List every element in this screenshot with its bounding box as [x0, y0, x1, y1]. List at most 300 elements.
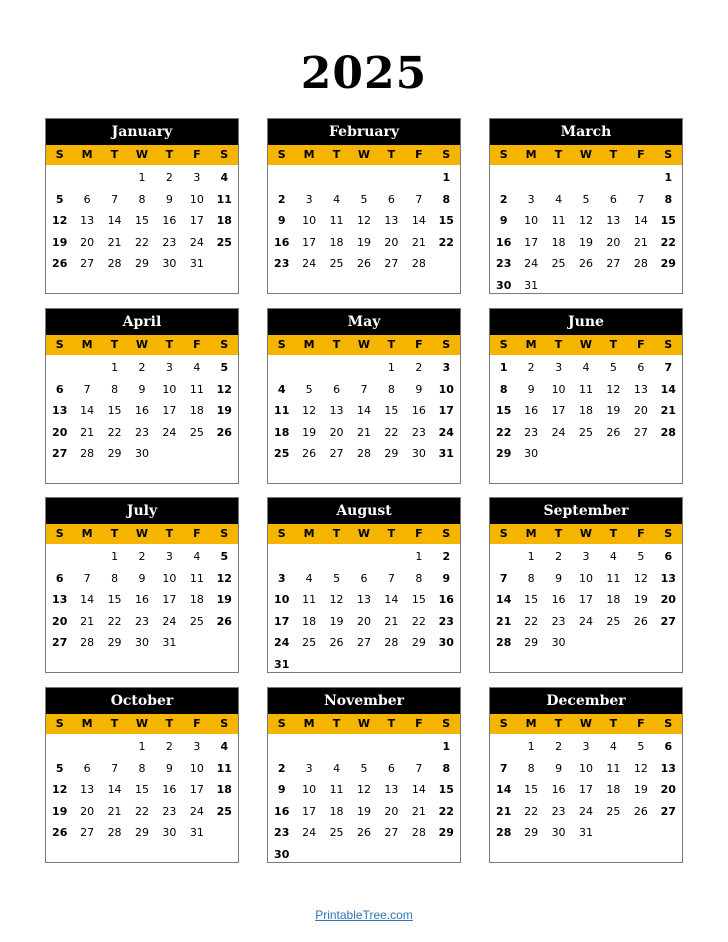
- day-cell: 15: [438, 783, 454, 796]
- day-cell: 23: [134, 425, 149, 439]
- day-cell: 18: [606, 783, 621, 796]
- day-cell: 14: [80, 404, 95, 417]
- weekday-label: F: [637, 148, 645, 161]
- day-cell: 22: [438, 804, 454, 818]
- day-cell: 30: [134, 447, 149, 460]
- empty-cell: [73, 736, 100, 758]
- day-cell: 25: [606, 804, 621, 818]
- day-cell: 4: [220, 740, 229, 753]
- day-cell: 14: [633, 214, 648, 227]
- day-cell: 10: [274, 593, 290, 606]
- day-cell: 22: [438, 235, 454, 249]
- day-grid: [46, 544, 238, 654]
- weekday-label: T: [110, 527, 119, 540]
- day-cell: 30: [274, 847, 290, 861]
- day-cell: 24: [578, 614, 593, 628]
- day-cell: 24: [551, 425, 566, 439]
- day-cell: 9: [277, 783, 286, 796]
- empty-cell: [405, 167, 432, 189]
- weekday-label: S: [220, 527, 229, 540]
- day-cell: 1: [527, 740, 535, 753]
- day-cell: 7: [664, 361, 673, 374]
- day-cell: 10: [578, 571, 593, 585]
- day-cell: 10: [302, 214, 317, 227]
- month-february: [267, 118, 461, 294]
- day-cell: 2: [138, 361, 146, 374]
- empty-cell: [600, 167, 627, 189]
- day-cell: 22: [524, 614, 539, 628]
- day-cell: 18: [578, 404, 593, 417]
- day-cell: 14: [411, 214, 426, 227]
- empty-cell: [378, 167, 405, 189]
- weekday-label: T: [332, 527, 341, 540]
- day-cell: 24: [302, 257, 317, 270]
- day-cell: 27: [633, 425, 648, 439]
- day-cell: 22: [384, 425, 399, 439]
- day-grid: [268, 544, 460, 675]
- day-cell: 11: [216, 761, 232, 775]
- day-cell: 22: [524, 804, 539, 818]
- day-cell: 6: [83, 761, 91, 775]
- day-cell: 13: [356, 593, 371, 606]
- weekday-label: T: [110, 338, 119, 351]
- weekday-label: T: [332, 717, 341, 730]
- day-cell: 2: [442, 550, 451, 563]
- day-cell: 7: [83, 382, 91, 396]
- day-cell: 28: [496, 636, 512, 649]
- empty-cell: [350, 167, 377, 189]
- day-cell: 28: [107, 257, 122, 270]
- day-cell: 25: [216, 804, 232, 818]
- day-cell: 17: [578, 783, 593, 796]
- day-cell: 30: [162, 257, 177, 270]
- day-cell: 27: [80, 257, 95, 270]
- day-cell: 23: [162, 235, 177, 249]
- day-cell: 14: [411, 783, 426, 796]
- weekday-label: F: [637, 717, 645, 730]
- day-cell: 10: [438, 382, 454, 396]
- day-cell: 14: [80, 593, 95, 606]
- weekday-label: W: [579, 527, 593, 540]
- day-cell: 16: [496, 235, 512, 249]
- day-grid: [268, 734, 460, 865]
- day-cell: 14: [356, 404, 371, 417]
- day-cell: 21: [633, 235, 648, 249]
- weekday-label: M: [303, 527, 315, 540]
- weekday-label: W: [135, 527, 149, 540]
- day-cell: 18: [329, 235, 344, 249]
- day-cell: 21: [660, 404, 676, 417]
- weekday-label: T: [165, 527, 174, 540]
- day-cell: 24: [162, 425, 177, 439]
- day-cell: 19: [606, 404, 621, 417]
- day-cell: 26: [302, 447, 317, 460]
- day-cell: 27: [606, 257, 621, 270]
- weekday-header: [490, 145, 682, 165]
- day-cell: 1: [415, 550, 423, 563]
- day-cell: 19: [356, 235, 371, 249]
- year-title: 2025: [300, 48, 428, 99]
- day-cell: 1: [442, 740, 451, 753]
- day-cell: 14: [384, 593, 399, 606]
- day-cell: 3: [582, 550, 590, 563]
- day-cell: 12: [633, 571, 648, 585]
- day-cell: 12: [329, 593, 344, 606]
- day-cell: 21: [496, 804, 512, 818]
- day-cell: 12: [216, 382, 232, 396]
- day-cell: 11: [551, 214, 566, 227]
- day-cell: 24: [162, 614, 177, 628]
- day-cell: 23: [134, 614, 149, 628]
- day-cell: 16: [134, 404, 149, 417]
- weekday-label: F: [193, 338, 201, 351]
- day-cell: 23: [551, 614, 566, 628]
- day-cell: 4: [555, 192, 563, 206]
- day-cell: 8: [111, 382, 119, 396]
- day-cell: 2: [277, 192, 286, 206]
- day-cell: 12: [302, 404, 317, 417]
- weekday-label: S: [442, 148, 451, 161]
- day-cell: 5: [55, 192, 64, 206]
- day-cell: 3: [305, 192, 313, 206]
- weekday-label: T: [332, 338, 341, 351]
- day-cell: 29: [107, 447, 122, 460]
- day-cell: 6: [360, 571, 368, 585]
- day-cell: 29: [134, 826, 149, 839]
- day-cell: 31: [438, 447, 454, 460]
- day-cell: 23: [496, 257, 512, 270]
- empty-cell: [490, 546, 517, 568]
- day-cell: 4: [333, 761, 341, 775]
- day-cell: 24: [302, 826, 317, 839]
- day-cell: 10: [162, 571, 177, 585]
- empty-cell: [627, 167, 654, 189]
- day-cell: 8: [442, 192, 451, 206]
- weekday-label: S: [664, 338, 673, 351]
- day-cell: 20: [660, 783, 676, 796]
- day-cell: 7: [637, 192, 645, 206]
- day-cell: 30: [524, 447, 539, 460]
- day-cell: 7: [387, 571, 395, 585]
- day-cell: 20: [660, 593, 676, 606]
- day-cell: 7: [415, 192, 423, 206]
- weekday-header: [46, 714, 238, 734]
- day-cell: 19: [633, 593, 648, 606]
- day-cell: 12: [633, 761, 648, 775]
- empty-cell: [46, 546, 73, 568]
- month-april: [45, 308, 239, 484]
- day-cell: 27: [660, 804, 676, 818]
- day-cell: 19: [633, 783, 648, 796]
- weekday-header: [490, 335, 682, 355]
- day-cell: 13: [52, 404, 68, 417]
- empty-cell: [517, 167, 544, 189]
- day-cell: 13: [660, 571, 676, 585]
- day-cell: 22: [660, 235, 676, 249]
- month-may: [267, 308, 461, 484]
- empty-cell: [73, 357, 100, 379]
- day-cell: 31: [524, 278, 539, 292]
- day-cell: 14: [660, 382, 676, 396]
- weekday-label: M: [303, 338, 315, 351]
- day-cell: 25: [606, 614, 621, 628]
- month-name: September: [490, 498, 682, 524]
- day-cell: 29: [384, 447, 399, 460]
- weekday-label: W: [357, 338, 371, 351]
- month-name: March: [490, 119, 682, 145]
- empty-cell: [490, 167, 517, 189]
- day-cell: 30: [162, 826, 177, 839]
- day-cell: 2: [165, 171, 173, 184]
- day-cell: 17: [189, 783, 204, 796]
- day-cell: 11: [216, 192, 232, 206]
- weekday-header: [46, 145, 238, 165]
- day-cell: 28: [107, 826, 122, 839]
- day-cell: 4: [582, 361, 590, 374]
- printabletree-link[interactable]: PrintableTree.com: [315, 908, 413, 922]
- day-cell: 2: [138, 550, 146, 563]
- weekday-label: S: [277, 148, 286, 161]
- day-cell: 17: [551, 404, 566, 417]
- day-cell: 10: [524, 214, 539, 227]
- day-cell: 29: [524, 636, 539, 649]
- day-cell: 11: [302, 593, 317, 606]
- day-cell: 26: [578, 257, 593, 270]
- month-name: October: [46, 688, 238, 714]
- day-cell: 16: [551, 593, 566, 606]
- empty-cell: [378, 736, 405, 758]
- day-cell: 20: [633, 404, 648, 417]
- weekday-label: T: [554, 527, 563, 540]
- weekday-label: M: [81, 338, 93, 351]
- month-name: June: [490, 309, 682, 335]
- day-cell: 21: [107, 804, 122, 818]
- day-cell: 29: [524, 826, 539, 839]
- day-cell: 5: [637, 550, 645, 563]
- weekday-label: W: [357, 148, 371, 161]
- day-cell: 10: [189, 761, 204, 775]
- day-cell: 25: [189, 425, 204, 439]
- day-cell: 16: [274, 804, 290, 818]
- weekday-label: T: [110, 717, 119, 730]
- day-cell: 2: [499, 192, 508, 206]
- day-cell: 6: [387, 761, 395, 775]
- day-cell: 16: [162, 783, 177, 796]
- day-cell: 27: [329, 447, 344, 460]
- day-cell: 12: [52, 783, 68, 796]
- weekday-label: W: [357, 717, 371, 730]
- weekday-label: T: [609, 717, 618, 730]
- empty-cell: [268, 167, 295, 189]
- day-cell: 18: [606, 593, 621, 606]
- day-cell: 1: [664, 171, 673, 184]
- day-cell: 17: [274, 614, 290, 628]
- day-cell: 15: [411, 593, 426, 606]
- day-cell: 17: [162, 404, 177, 417]
- weekday-label: T: [609, 148, 618, 161]
- weekday-header: [268, 145, 460, 165]
- weekday-label: F: [637, 338, 645, 351]
- weekday-label: S: [220, 717, 229, 730]
- weekday-label: F: [637, 527, 645, 540]
- day-cell: 2: [555, 740, 563, 753]
- weekday-label: S: [499, 527, 508, 540]
- day-cell: 6: [664, 740, 673, 753]
- day-cell: 17: [162, 593, 177, 606]
- day-cell: 17: [189, 214, 204, 227]
- day-cell: 26: [52, 826, 68, 839]
- empty-cell: [268, 546, 295, 568]
- month-october: [45, 687, 239, 863]
- day-cell: 29: [496, 447, 512, 460]
- day-cell: 6: [55, 382, 64, 396]
- month-name: January: [46, 119, 238, 145]
- empty-cell: [350, 357, 377, 379]
- day-cell: 31: [274, 657, 290, 671]
- day-cell: 7: [111, 192, 119, 206]
- day-cell: 26: [606, 425, 621, 439]
- day-cell: 29: [660, 257, 676, 270]
- month-september: [489, 497, 683, 673]
- weekday-label: F: [415, 148, 423, 161]
- day-cell: 2: [555, 550, 563, 563]
- weekday-label: F: [415, 527, 423, 540]
- day-cell: 6: [333, 382, 341, 396]
- weekday-label: M: [525, 527, 537, 540]
- weekday-label: T: [387, 717, 396, 730]
- day-cell: 15: [660, 214, 676, 227]
- day-cell: 25: [302, 636, 317, 649]
- day-cell: 30: [411, 447, 426, 460]
- day-cell: 8: [111, 571, 119, 585]
- weekday-label: S: [499, 717, 508, 730]
- day-cell: 28: [496, 826, 512, 839]
- day-cell: 19: [216, 593, 232, 606]
- month-january: [45, 118, 239, 294]
- day-cell: 28: [384, 636, 399, 649]
- day-cell: 2: [527, 361, 535, 374]
- day-cell: 15: [496, 404, 512, 417]
- weekday-label: T: [165, 338, 174, 351]
- day-cell: 6: [664, 550, 673, 563]
- day-cell: 28: [80, 447, 95, 460]
- day-cell: 19: [216, 404, 232, 417]
- weekday-label: T: [110, 148, 119, 161]
- day-cell: 21: [80, 425, 95, 439]
- weekday-header: [490, 714, 682, 734]
- weekday-header: [46, 335, 238, 355]
- weekday-label: T: [554, 717, 563, 730]
- day-cell: 5: [55, 761, 64, 775]
- day-cell: 22: [107, 425, 122, 439]
- weekday-label: T: [387, 148, 396, 161]
- day-cell: 8: [527, 761, 535, 775]
- empty-cell: [323, 357, 350, 379]
- day-cell: 21: [107, 235, 122, 249]
- day-cell: 19: [356, 804, 371, 818]
- day-cell: 1: [138, 740, 146, 753]
- weekday-header: [490, 524, 682, 544]
- empty-cell: [378, 546, 405, 568]
- day-cell: 19: [329, 614, 344, 628]
- day-cell: 26: [52, 257, 68, 270]
- day-cell: 21: [80, 614, 95, 628]
- day-cell: 13: [384, 214, 399, 227]
- day-grid: [46, 165, 238, 275]
- day-cell: 31: [189, 257, 204, 270]
- day-cell: 5: [360, 761, 368, 775]
- day-cell: 12: [606, 382, 621, 396]
- weekday-label: S: [664, 717, 673, 730]
- weekday-label: M: [525, 717, 537, 730]
- day-cell: 9: [165, 192, 173, 206]
- day-cell: 7: [415, 761, 423, 775]
- empty-cell: [405, 736, 432, 758]
- day-cell: 1: [387, 361, 395, 374]
- empty-cell: [350, 546, 377, 568]
- day-cell: 19: [302, 425, 317, 439]
- weekday-label: W: [135, 148, 149, 161]
- day-cell: 28: [633, 257, 648, 270]
- day-cell: 4: [277, 382, 286, 396]
- day-cell: 27: [660, 614, 676, 628]
- weekday-label: S: [499, 338, 508, 351]
- day-cell: 31: [162, 636, 177, 649]
- day-cell: 16: [524, 404, 539, 417]
- day-cell: 7: [111, 761, 119, 775]
- day-cell: 11: [606, 571, 621, 585]
- day-cell: 12: [356, 783, 371, 796]
- day-cell: 9: [138, 382, 146, 396]
- day-cell: 5: [220, 361, 229, 374]
- day-cell: 14: [107, 214, 122, 227]
- month-name: July: [46, 498, 238, 524]
- day-cell: 5: [609, 361, 617, 374]
- weekday-label: F: [415, 338, 423, 351]
- day-cell: 23: [551, 804, 566, 818]
- weekday-label: S: [442, 717, 451, 730]
- day-cell: 8: [138, 761, 146, 775]
- day-cell: 15: [107, 404, 122, 417]
- weekday-label: T: [609, 527, 618, 540]
- day-cell: 19: [52, 804, 68, 818]
- day-cell: 25: [216, 235, 232, 249]
- month-august: [267, 497, 461, 673]
- day-cell: 3: [582, 740, 590, 753]
- day-cell: 10: [302, 783, 317, 796]
- day-cell: 11: [329, 783, 344, 796]
- day-cell: 15: [524, 783, 539, 796]
- empty-cell: [73, 167, 100, 189]
- empty-cell: [572, 167, 599, 189]
- day-cell: 4: [193, 550, 201, 563]
- day-cell: 6: [637, 361, 645, 374]
- weekday-label: T: [609, 338, 618, 351]
- weekday-label: S: [277, 338, 286, 351]
- weekday-label: T: [554, 148, 563, 161]
- day-cell: 18: [189, 404, 204, 417]
- day-cell: 3: [165, 361, 173, 374]
- day-cell: 26: [356, 826, 371, 839]
- weekday-label: M: [81, 717, 93, 730]
- day-cell: 21: [411, 235, 426, 249]
- day-cell: 24: [274, 636, 290, 649]
- day-cell: 7: [499, 761, 508, 775]
- day-cell: 29: [107, 636, 122, 649]
- weekday-label: S: [55, 717, 64, 730]
- day-cell: 6: [55, 571, 64, 585]
- day-cell: 7: [499, 571, 508, 585]
